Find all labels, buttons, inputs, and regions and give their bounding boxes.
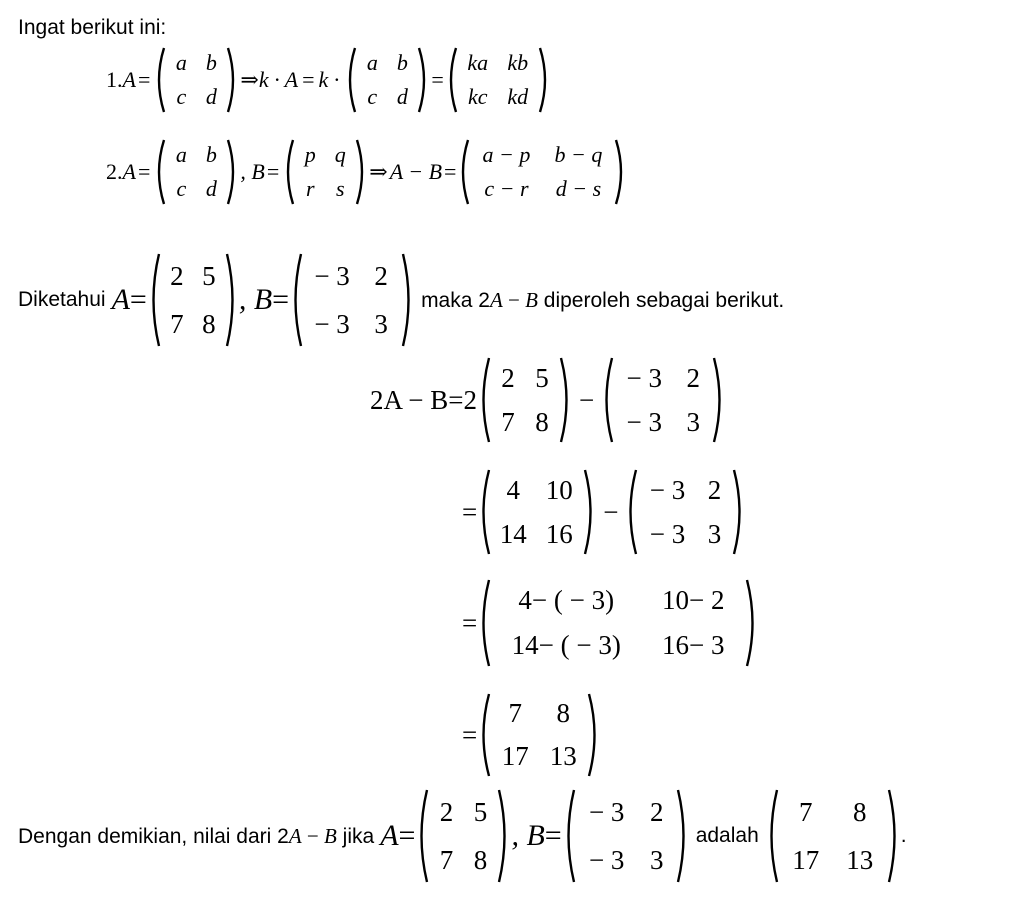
step-1: 2A − B = 2 2 5 7 8 − − 3 2 − 3 3 (370, 354, 726, 446)
step-1-matrix-A: 2 5 7 8 (477, 356, 573, 444)
step-1-matrix-B: − 3 2 − 3 3 (600, 356, 726, 444)
step-2: = 4 10 14 16 − − 3 2 − 3 3 (462, 466, 746, 558)
rule-1-kdotA: k · A (258, 67, 299, 92)
conclusion-matrix-B: − 3 2 − 3 3 (562, 788, 690, 884)
given-prefix: Diketahui (18, 288, 106, 311)
conclusion-adalah: adalah (695, 824, 759, 847)
step-4-matrix: 7 8 17 13 (477, 692, 601, 778)
intro-text: Ingat berikut ini: (18, 16, 167, 39)
conclusion-line: Dengan demikian, nilai dari 2A − B jika A = 2 5 7 8 , B = − 3 2 − 3 3 adalah 7 8 17 13 . (18, 786, 907, 886)
conclusion-B: , B (511, 819, 545, 852)
rule-2-AminusB: A − B (389, 159, 443, 184)
given-matrix-A: 2 5 7 8 (147, 252, 239, 348)
rule-1-number: 1. (106, 67, 123, 92)
rule-2-matrix-A: a b c d (152, 138, 240, 206)
rule-2-B: , B (240, 159, 265, 184)
rule-2-formula: 2. A = a b c d , B = p q r s ⇒ A − B = a − p b − q c − r d − s (106, 136, 628, 208)
conclusion-matrix-result: 7 8 17 13 (765, 788, 901, 884)
conclusion-matrix-A: 2 5 7 8 (415, 788, 511, 884)
rule-1-eq: = (137, 67, 151, 92)
rule-2-matrix-B: p q r s (281, 138, 369, 206)
rule-1-A: A (122, 67, 136, 92)
implies-symbol: ⇒ (369, 159, 388, 184)
conclusion-period: . (900, 824, 907, 847)
rule-1-matrix-A2: a b c d (343, 46, 431, 114)
step-3-matrix: 4− ( − 3) 10− 2 14− ( − 3) 16− 3 (477, 578, 759, 668)
step-1-coef: 2 (463, 384, 477, 415)
implies-symbol: ⇒ (240, 67, 259, 92)
step-2-matrix-1: 4 10 14 16 (477, 468, 597, 556)
step-3: = 4− ( − 3) 10− 2 14− ( − 3) 16− 3 (462, 576, 759, 670)
rule-1-formula: 1. A = a b c d ⇒ k · A = k · a b c d = ka kb kc kd (106, 44, 552, 116)
step-2-matrix-2: − 3 2 − 3 3 (624, 468, 746, 556)
step-1-lhs: 2A − B (370, 384, 449, 415)
step-4: = 7 8 17 13 (462, 690, 601, 780)
given-matrix-B: − 3 2 − 3 3 (289, 252, 415, 348)
rule-2-matrix-diff: a − p b − q c − r d − s (456, 138, 628, 206)
rule-2-number: 2. (106, 159, 123, 184)
conclusion-text: Dengan demikian, nilai dari 2A − B jika (18, 823, 375, 848)
given-B: , B (238, 283, 273, 316)
rule-1-matrix-A: a b c d (152, 46, 240, 114)
given-suffix: maka 2A − B diperoleh sebagai berikut. (421, 287, 785, 312)
given-line: Diketahui A = 2 5 7 8 , B = − 3 2 − 3 3 maka 2A − B diperoleh sebagai berikut. (18, 250, 784, 350)
rule-1-matrix-kA: ka kb kc kd (444, 46, 552, 114)
rule-1-kdot: k · (318, 67, 340, 92)
